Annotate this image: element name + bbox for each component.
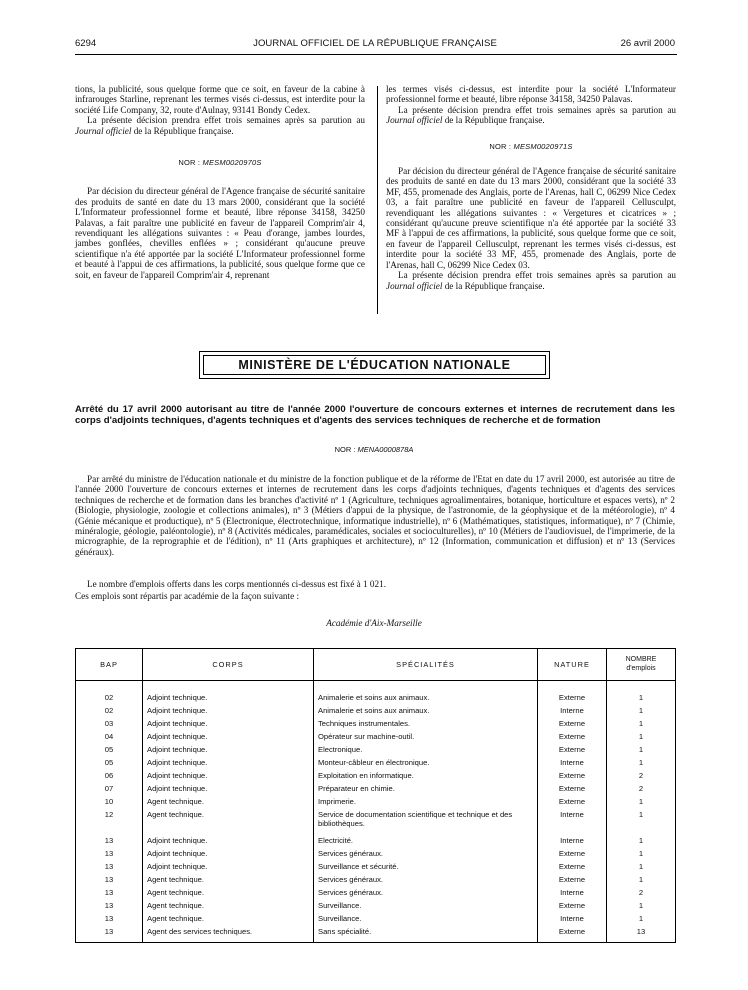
table-row xyxy=(76,811,676,837)
column-header-bap: BAP xyxy=(76,649,143,681)
corps-cell: Agent des services techniques. xyxy=(143,928,314,943)
specialite-cell: Imprimerie. xyxy=(314,798,538,811)
nombre-cell: 1 xyxy=(607,694,676,707)
specialite-cell: Animalerie et soins aux animaux. xyxy=(314,694,538,707)
corps-cell: Adjoint technique. xyxy=(143,720,314,733)
bap-cell: 13 xyxy=(76,915,143,928)
nombre-cell: 1 xyxy=(607,720,676,733)
nor-reference: NOR : MENA0000878A xyxy=(334,445,414,454)
nature-cell: Externe xyxy=(538,928,607,943)
column-header-nombre: NOMBRE d'emplois xyxy=(607,649,676,681)
left-paragraph-1: tions, la publicité, sous quelque forme que ce soit, en faveur de la cabine à infrarouges Starline, reprenant les termes visés ci-dessus, est interdite pour la société Life Company, 32, route d'Aulnay, 93141 Bondy Cedex. xyxy=(75,84,365,115)
specialite-cell: Services généraux. xyxy=(314,850,538,863)
nombre-cell: 1 xyxy=(607,850,676,863)
nombre-cell: 1 xyxy=(607,811,676,837)
ministry-heading-box xyxy=(199,351,550,379)
nature-cell: Externe xyxy=(538,733,607,746)
right-paragraph-2: La présente décision prendra effet trois semaines après sa parution au Journal officiel de la République française. xyxy=(386,104,676,126)
specialite-cell: Surveillance. xyxy=(314,915,538,928)
right-paragraph-1: les termes visés ci-dessus, est interdite pour la société L'Informateur professionnel forme et beauté, libre réponse 34158, 34250 Palavas. xyxy=(386,84,676,105)
bap-cell: 13 xyxy=(76,863,143,876)
bap-cell: 05 xyxy=(76,759,143,772)
nature-cell: Externe xyxy=(538,850,607,863)
bap-cell: 10 xyxy=(76,798,143,811)
specialite-cell: Services généraux. xyxy=(314,889,538,902)
bap-cell: 03 xyxy=(76,720,143,733)
column-header-nature: NATURE xyxy=(538,649,607,681)
bap-cell: 13 xyxy=(76,889,143,902)
specialite-cell: Préparateur en chimie. xyxy=(314,785,538,798)
left-paragraph-3: Par décision du directeur général de l'Agence française de sécurité sanitaire des produits de santé en date du 13 mars 2000, considérant que la société L'Informateur professionnel forme et beauté, libre réponse 34158, 34250 Palavas, a fait paraître une publicité en faveur de l'appareil Comprim'air 4, revendiquant les allégations suivantes : « Peau d'orange, jambes lourdes, jambes gonflées, chevilles enflées » ; considérant qu'aucune preuve scientifique n'a été apportée par la société L'Informateur professionnel forme et beauté à l'appui de ces affirmations, la publicité, sous quelque forme que ce soit, en faveur de l'appareil Comprim'air 4, reprenant xyxy=(75,186,365,280)
corps-cell: Adjoint technique. xyxy=(143,863,314,876)
bap-cell: 13 xyxy=(76,850,143,863)
page-header xyxy=(75,38,675,52)
bap-cell: 12 xyxy=(76,811,143,837)
corps-cell: Adjoint technique. xyxy=(143,850,314,863)
nombre-cell: 1 xyxy=(607,733,676,746)
nombre-cell: 1 xyxy=(607,915,676,928)
column-header-specialites: SPÉCIALITÉS xyxy=(314,649,538,681)
arrete-title: Arrêté du 17 avril 2000 autorisant au titre de l'année 2000 l'ouverture de concours externes et internes de recrutement dans les corps d'adjoints techniques, d'agents techniques et d'agents des services techniques de recherche et de formation xyxy=(75,404,675,426)
nature-cell: Externe xyxy=(538,902,607,915)
corps-cell: Adjoint technique. xyxy=(143,837,314,850)
positions-table xyxy=(75,648,676,943)
nombre-cell: 1 xyxy=(607,837,676,850)
nature-cell: Interne xyxy=(538,837,607,850)
specialite-cell: Monteur-câbleur en électronique. xyxy=(314,759,538,772)
corps-cell: Adjoint technique. xyxy=(143,694,314,707)
corps-cell: Agent technique. xyxy=(143,798,314,811)
nature-cell: Externe xyxy=(538,746,607,759)
nombre-cell: 2 xyxy=(607,889,676,902)
corps-cell: Adjoint technique. xyxy=(143,746,314,759)
corps-cell: Adjoint technique. xyxy=(143,759,314,772)
bap-cell: 02 xyxy=(76,707,143,720)
nor-reference: NOR : MESM0020971S xyxy=(489,141,573,151)
nor-reference: NOR : MESM0020970S xyxy=(178,158,262,168)
journal-title: JOURNAL OFFICIEL DE LA RÉPUBLIQUE FRANÇAISE xyxy=(253,38,497,49)
header-rule xyxy=(75,54,677,55)
academie-heading: Académie d'Aix-Marseille xyxy=(326,618,422,628)
specialite-cell: Electricité. xyxy=(314,837,538,850)
nature-cell: Externe xyxy=(538,863,607,876)
left-column xyxy=(75,84,365,280)
table-header-row xyxy=(76,649,676,681)
bap-cell: 13 xyxy=(76,928,143,943)
nombre-cell: 13 xyxy=(607,928,676,943)
nombre-cell: 1 xyxy=(607,876,676,889)
corps-cell: Agent technique. xyxy=(143,902,314,915)
corps-cell: Adjoint technique. xyxy=(143,733,314,746)
right-paragraph-3: Par décision du directeur général de l'Agence française de sécurité sanitaire des produits de santé en date du 13 mars 2000, considérant que la société 33 MF, 455, promenade des Anglais, porte de l'Arenas, hall C, 06299 Nice Cedex 03, a fait paraître une publicité en faveur de l'appareil Cellusculpt, revendiquant les allégations suivantes : « Vergetures et cicatrices » ; considérant qu'aucune preuve scientifique n'a été apportée par la société 33 MF à l'appui de ces affirmations, la publicité, sous quelque forme que ce soit, en faveur de l'appareil Cellusculpt, reprenant les termes visés ci-dessus, est interdite pour la société 33 MF, 455, promenade des Anglais, porte de l'Arenas, hall C, 06299 Nice Cedex 03. xyxy=(386,166,676,270)
specialite-cell: Services généraux. xyxy=(314,876,538,889)
corps-cell: Agent technique. xyxy=(143,811,314,837)
specialite-cell: Techniques instrumentales. xyxy=(314,720,538,733)
arrete-paragraph-3: Ces emplois sont répartis par académie de la façon suivante : xyxy=(75,591,299,601)
column-header-corps: CORPS xyxy=(143,649,314,681)
bap-cell: 07 xyxy=(76,785,143,798)
specialite-cell: Exploitation en informatique. xyxy=(314,772,538,785)
issue-date: 26 avril 2000 xyxy=(620,38,675,49)
nombre-cell: 2 xyxy=(607,785,676,798)
corps-cell: Agent technique. xyxy=(143,915,314,928)
nature-cell: Externe xyxy=(538,798,607,811)
specialite-cell: Service de documentation scientifique et technique et des bibliothèques. xyxy=(314,811,538,837)
bap-cell: 13 xyxy=(76,837,143,850)
nature-cell: Externe xyxy=(538,785,607,798)
arrete-paragraph-1: Par arrêté du ministre de l'éducation nationale et du ministre de la fonction publique et de la réforme de l'Etat en date du 17 avril 2000, est autorisée au titre de l'année 2000 l'ouverture de concours externes et internes de recrutement dans les corps d'adjoints techniques, d'agents techniques et d'agents des services techniques de recherche et de formation dans les branches d'activité nº 1 (Agriculture, techniques agroalimentaires, botanique, horticulture et espaces verts), nº 2 (Biologie, physiologie, zoologie et collections animales), nº 3 (Métiers d'appui de la physique, de l'astronomie, de la géophysique et de la météorologie), nº 4 (Génie mécanique et productique), nº 5 (Electronique, électrotechnique, informatique industrielle), nº 6 (Mathématiques, statistiques, informatique), nº 7 (Chimie, minéralogie, géologie, paléontologie), nº 8 (Activités médicales, paramédicales, sociales et socioculturelles), nº 10 (Métiers de l'audiovisuel, de l'imprimerie, de la micrographie, de la reprographie et de l'édition), nº 11 (Arts graphiques et architecture), nº 12 (Information, communication et diffusion) et nº 13 (Services généraux). xyxy=(75,474,675,557)
bap-cell: 02 xyxy=(76,694,143,707)
arrete-paragraph-2: Le nombre d'emplois offerts dans les corps mentionnés ci-dessus est fixé à 1 021. xyxy=(87,579,386,589)
corps-cell: Agent technique. xyxy=(143,889,314,902)
bap-cell: 13 xyxy=(76,876,143,889)
nombre-cell: 1 xyxy=(607,863,676,876)
nombre-cell: 1 xyxy=(607,746,676,759)
nature-cell: Externe xyxy=(538,694,607,707)
nombre-cell: 1 xyxy=(607,798,676,811)
column-divider xyxy=(377,86,378,314)
right-column xyxy=(386,84,676,291)
ministry-heading: MINISTÈRE DE L'ÉDUCATION NATIONALE xyxy=(203,355,546,375)
right-paragraph-4: La présente décision prendra effet trois semaines après sa parution au Journal officiel de la République française. xyxy=(386,270,676,291)
nature-cell: Interne xyxy=(538,811,607,837)
nature-cell: Externe xyxy=(538,876,607,889)
table-spacer-row xyxy=(76,681,676,695)
nature-cell: Interne xyxy=(538,759,607,772)
specialite-cell: Surveillance. xyxy=(314,902,538,915)
nature-cell: Externe xyxy=(538,772,607,785)
specialite-cell: Animalerie et soins aux animaux. xyxy=(314,707,538,720)
page-number: 6294 xyxy=(75,38,97,49)
corps-cell: Adjoint technique. xyxy=(143,785,314,798)
table-row xyxy=(76,928,676,943)
left-paragraph-2: La présente décision prendra effet trois semaines après sa parution au Journal officiel de la République française. xyxy=(75,115,365,136)
nature-cell: Interne xyxy=(538,889,607,902)
bap-cell: 06 xyxy=(76,772,143,785)
corps-cell: Adjoint technique. xyxy=(143,707,314,720)
nature-cell: Interne xyxy=(538,915,607,928)
corps-cell: Adjoint technique. xyxy=(143,772,314,785)
nombre-cell: 1 xyxy=(607,759,676,772)
bap-cell: 13 xyxy=(76,902,143,915)
nature-cell: Interne xyxy=(538,707,607,720)
specialite-cell: Sans spécialité. xyxy=(314,928,538,943)
bap-cell: 04 xyxy=(76,733,143,746)
corps-cell: Agent technique. xyxy=(143,876,314,889)
bap-cell: 05 xyxy=(76,746,143,759)
nature-cell: Externe xyxy=(538,720,607,733)
specialite-cell: Surveillance et sécurité. xyxy=(314,863,538,876)
specialite-cell: Opérateur sur machine-outil. xyxy=(314,733,538,746)
nombre-cell: 1 xyxy=(607,707,676,720)
specialite-cell: Electronique. xyxy=(314,746,538,759)
nombre-cell: 2 xyxy=(607,772,676,785)
nombre-cell: 1 xyxy=(607,902,676,915)
